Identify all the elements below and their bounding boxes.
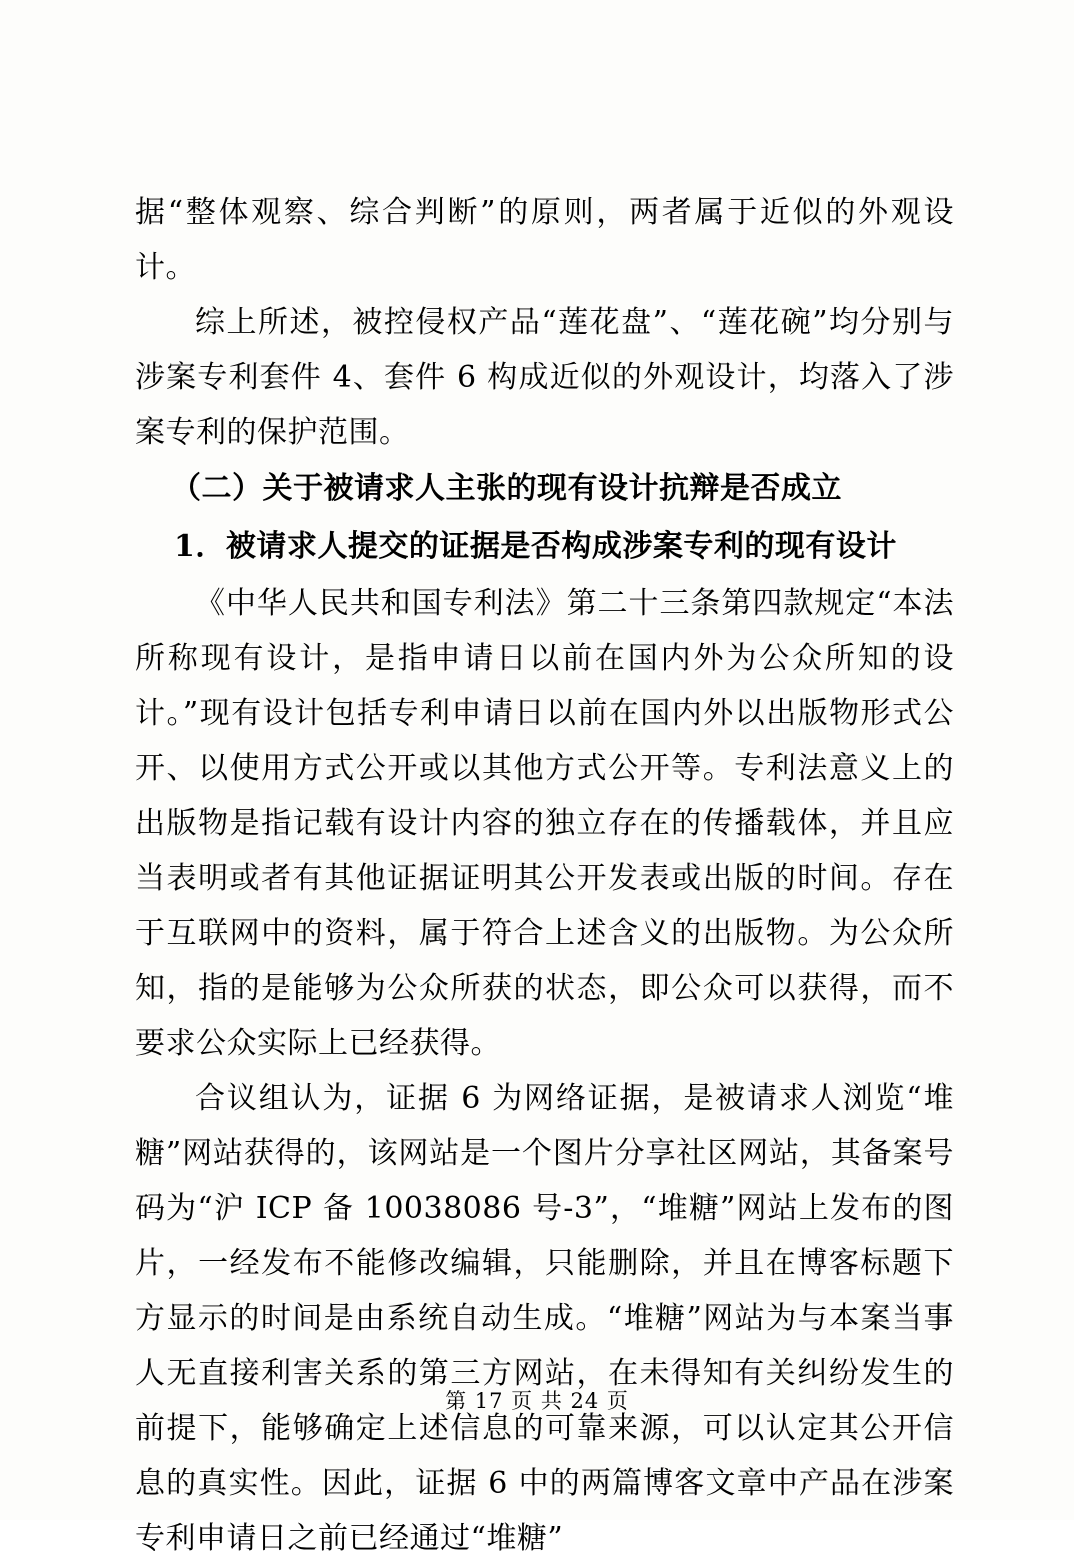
section-heading-two: （二）关于被请求人主张的现有设计抗辩是否成立 xyxy=(171,471,842,506)
paragraph-continuation: 据“整体观察、综合判断”的原则，两者属于近似的外观设计。 xyxy=(135,195,954,285)
paragraph-summary: 综上所述，被控侵权产品“莲花盘”、“莲花碗”均分别与涉案专利套件 4、套件 6 构成近似的外观设计，均落入了涉案专利的保护范围。 xyxy=(135,305,954,450)
page-body xyxy=(135,185,954,1566)
subsection-heading-one: 1．被请求人提交的证据是否构成涉案专利的现有设计 xyxy=(174,529,897,564)
paragraph-panel-opinion: 合议组认为，证据 6 为网络证据，是被请求人浏览“堆糖”网站获得的，该网站是一个图片分享社区网站，其备案号码为“沪 ICP 备 10038086 号-3”，“堆糖”网站上发布的图片，一经发布不能修改编辑，只能删除，并且在博客标题下方显示的时间是由系统自动生成。“堆糖”网站为与本案当事人无直接利害关系的第三方网站，在未得知有关纠纷发生的前提下，能够确定上述信息的可靠来源，可以认定其公开信息的真实性。因此，证据 6 中的两篇博客文章中产品在涉案专利申请日之前已经通过“堆糖” xyxy=(135,1081,954,1556)
page-footer: 第 17 页 共 24 页 xyxy=(445,1389,629,1413)
paragraph-patent-law: 《中华人民共和国专利法》第二十三条第四款规定“本法所称现有设计，是指申请日以前在国内外为公众所知的设计。”现有设计包括专利申请日以前在国内外以出版物形式公开、以使用方式公开或以其他方式公开等。专利法意义上的出版物是指记载有设计内容的独立存在的传播载体，并且应当表明或者有其他证据证明其公开发表或出版的时间。存在于互联网中的资料，属于符合上述含义的出版物。为公众所知，指的是能够为公众所获的状态，即公众可以获得，而不要求公众实际上已经获得。 xyxy=(135,586,954,1061)
